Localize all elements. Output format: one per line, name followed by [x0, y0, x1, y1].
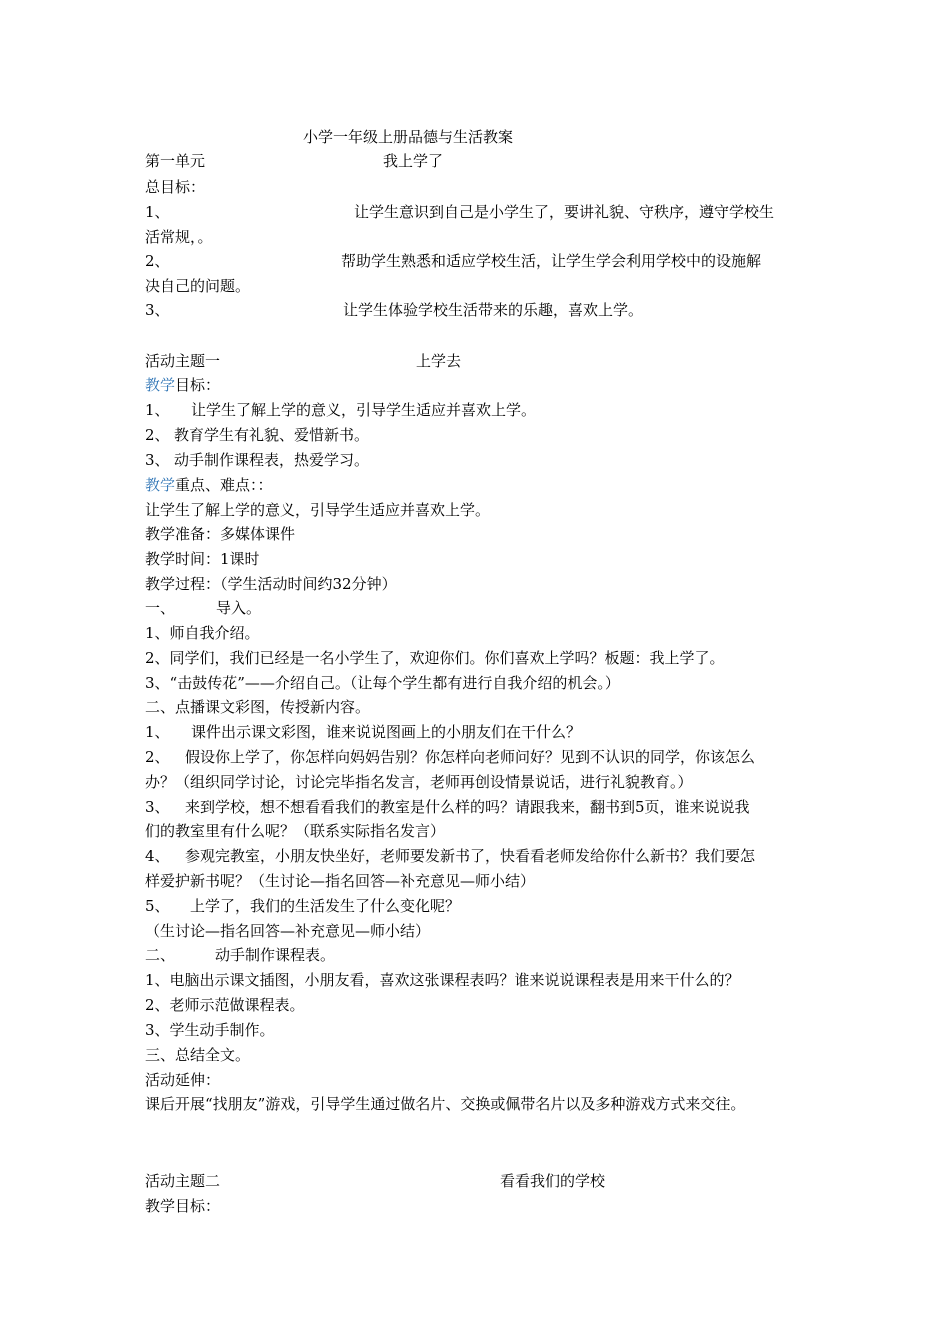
item-number: 2、 [145, 748, 170, 766]
item-text: 教育学生有礼貌、爱惜新书。 [174, 426, 370, 444]
section3-item-3: 3、学生动手制作。 [145, 1021, 275, 1039]
theme1-key-text: 让学生了解上学的意义，引导学生适应并喜欢上学。 [145, 501, 491, 519]
extension-heading: 活动延伸： [145, 1071, 221, 1089]
item-number: 2、 [145, 426, 170, 444]
item-text: 课件出示课文彩图，谁来说说图画上的小朋友们在干什么？ [191, 723, 582, 741]
section2-item-1 [145, 721, 825, 743]
extension-text: 课后开展“找朋友”游戏，引导学生通过做名片、交换或佩带名片以及多种游戏方式来交往。 [145, 1095, 746, 1113]
section4-heading: 三、总结全文。 [145, 1046, 251, 1064]
section3-item-1: 1、电脑出示课文插图，小朋友看，喜欢这张课程表吗？谁来说说课程表是用来干什么的？ [145, 971, 740, 989]
section2-item-2 [145, 746, 825, 768]
theme1-label: 活动主题一 [145, 352, 221, 370]
item-number: 3、 [145, 451, 170, 469]
section2-heading: 二、点播课文彩图，传授新内容。 [145, 698, 371, 716]
item-text: 上学了，我们的生活发生了什么变化呢？ [190, 897, 461, 915]
item-number: 5、 [145, 897, 170, 915]
item-number: 3、 [145, 798, 170, 816]
item-number: 1、 [145, 401, 170, 419]
section1-item-3: 3、“击鼓传花”——介绍自己。（让每个学生都有进行自我介绍的机会。） [145, 674, 620, 692]
theme1-goal-1 [145, 399, 825, 421]
theme2-label: 活动主题二 [145, 1172, 221, 1190]
item-text: 让学生了解上学的意义，引导学生适应并喜欢上学。 [191, 401, 537, 419]
section1-heading [145, 597, 825, 619]
section-number: 一、 [145, 599, 176, 617]
overall-goal-item-3 [145, 299, 825, 321]
item-number: 2、 [145, 252, 170, 270]
section3-heading [145, 944, 825, 966]
section2-item-4 [145, 845, 825, 867]
theme1-goal-3 [145, 449, 825, 471]
item-text: 让学生体验学校生活带来的乐趣，喜欢上学。 [343, 301, 644, 319]
section2-item-5 [145, 895, 825, 917]
heading-rest: 目标： [175, 376, 221, 394]
overall-goal-item-2 [145, 250, 825, 272]
item-number: 4、 [145, 847, 170, 865]
overall-goal-heading: 总目标： [145, 178, 206, 196]
theme1-key-heading [145, 474, 825, 496]
overall-goal-item-2-cont: 决自己的问题。 [145, 277, 251, 295]
unit-name: 我上学了 [383, 152, 444, 170]
section-title: 导入。 [216, 599, 262, 617]
theme1-goal-2 [145, 424, 825, 446]
item-text: 动手制作课程表，热爱学习。 [174, 451, 370, 469]
item-number: 3、 [145, 301, 170, 319]
heading-accent: 教学 [145, 376, 176, 394]
theme1-process: 教学过程：（学生活动时间约32分钟） [145, 575, 397, 593]
section2-item-3-cont: 们的教室里有什么呢？（联系实际指名发言） [145, 822, 446, 840]
overall-goal-item-1-cont: 活常规，。 [145, 228, 213, 246]
section1-item-1: 1、师自我介绍。 [145, 624, 260, 642]
item-number: 1、 [145, 203, 170, 221]
section2-item-3 [145, 796, 825, 818]
heading-accent: 教学 [145, 476, 176, 494]
item-text: 来到学校，想不想看看我们的教室是什么样的吗？请跟我来，翻书到5页，谁来说说我 [185, 798, 750, 816]
section1-item-2: 2、同学们，我们已经是一名小学生了，欢迎你们。你们喜欢上学吗？板题：我上学了。 [145, 649, 725, 667]
heading-rest: 重点、难点：： [175, 476, 273, 494]
item-text: 帮助学生熟悉和适应学校生活，让学生学会利用学校中的设施解 [341, 252, 762, 270]
section2-note: （生讨论—指名回答—补充意见—师小结） [145, 922, 431, 940]
theme1-time: 教学时间：1课时 [145, 550, 260, 568]
theme1-name: 上学去 [416, 352, 462, 370]
item-text: 假设你上学了，你怎样向妈妈告别？你怎样向老师问好？见到不认识的同学，你该怎么 [185, 748, 756, 766]
section2-item-4-cont: 样爱护新书呢？（生讨论—指名回答—补充意见—师小结） [145, 872, 536, 890]
unit-heading [145, 150, 825, 172]
theme2-goals-heading: 教学目标： [145, 1197, 221, 1215]
theme2-name: 看看我们的学校 [500, 1172, 606, 1190]
item-text: 让学生意识到自己是小学生了，要讲礼貌、守秩序，遵守学校生 [354, 203, 775, 221]
section3-item-2: 2、老师示范做课程表。 [145, 996, 305, 1014]
section-title: 动手制作课程表。 [215, 946, 336, 964]
theme1-goals-heading [145, 374, 825, 396]
section-number: 二、 [145, 946, 176, 964]
section2-item-2-cont: 办？（组织同学讨论，讨论完毕指名发言，老师再创设情景说话，进行礼貌教育。） [145, 773, 693, 791]
theme2-heading [145, 1170, 825, 1192]
theme1-heading [145, 350, 825, 372]
item-text: 参观完教室，小朋友快坐好，老师要发新书了，快看看老师发给你什么新书？我们要怎 [185, 847, 756, 865]
unit-label: 第一单元 [145, 152, 206, 170]
theme1-prep: 教学准备：多媒体课件 [145, 525, 296, 543]
item-number: 1、 [145, 723, 170, 741]
overall-goal-item-1 [145, 201, 825, 223]
document-title: 小学一年级上册品德与生活教案 [303, 128, 514, 146]
